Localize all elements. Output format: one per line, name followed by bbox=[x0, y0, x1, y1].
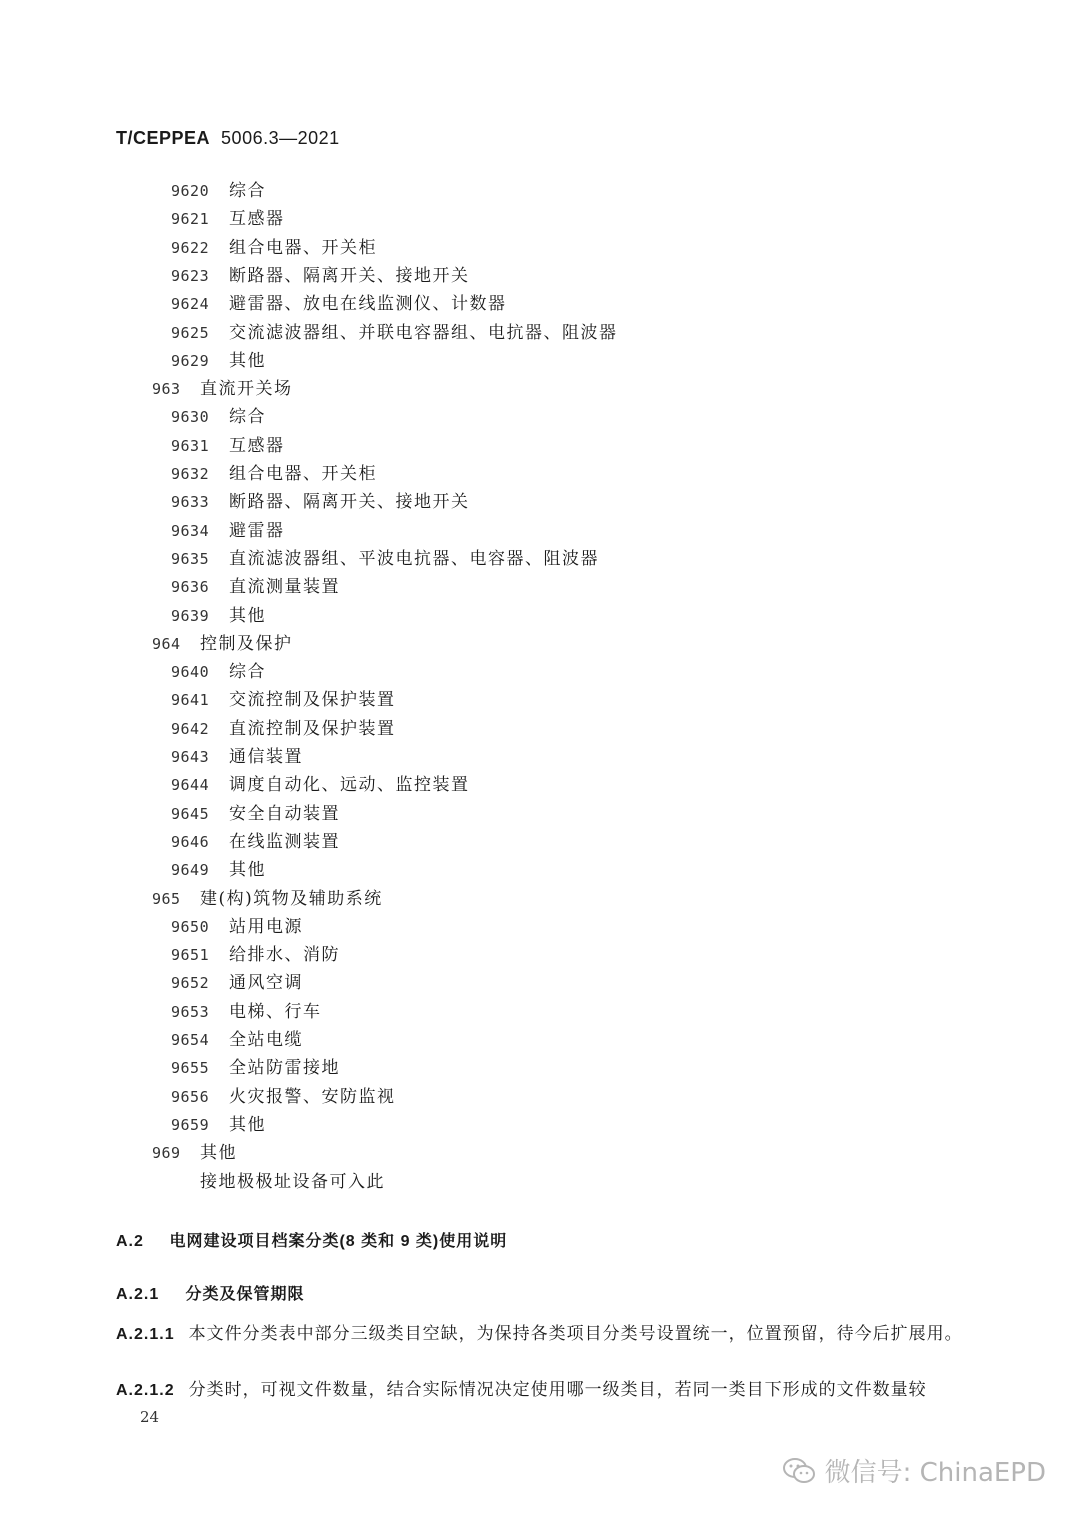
category-title: 控制及保护 bbox=[200, 633, 293, 654]
category-row-level3 bbox=[171, 491, 470, 513]
category-title: 断路器、隔离开关、接地开关 bbox=[229, 492, 470, 513]
category-code: 9639 bbox=[171, 606, 210, 625]
category-row-level3 bbox=[171, 520, 285, 542]
category-title: 其他 bbox=[229, 605, 266, 626]
category-code: 9650 bbox=[171, 917, 210, 936]
category-code: 9656 bbox=[171, 1087, 210, 1106]
category-row-level3 bbox=[171, 1057, 340, 1079]
section-title: 电网建设项目档案分类(8 类和 9 类)使用说明 bbox=[169, 1233, 508, 1250]
category-code: 9631 bbox=[171, 436, 210, 455]
category-title: 直流滤波器组、平波电抗器、电容器、阻波器 bbox=[229, 548, 599, 569]
category-code: 965 bbox=[152, 889, 181, 908]
category-title: 其他 bbox=[229, 1114, 266, 1135]
category-row-level3 bbox=[171, 548, 599, 570]
category-title: 全站防雷接地 bbox=[229, 1058, 340, 1079]
category-row-level3 bbox=[171, 463, 377, 485]
category-row-level3 bbox=[171, 406, 266, 428]
standard-code bbox=[116, 128, 340, 149]
category-row-level3 bbox=[171, 1029, 303, 1051]
category-row-level3 bbox=[171, 944, 340, 966]
category-title: 其他 bbox=[200, 1143, 237, 1164]
category-code: 963 bbox=[152, 380, 181, 399]
category-title: 接地极极址设备可入此 bbox=[200, 1171, 385, 1192]
category-row-level3 bbox=[171, 576, 340, 598]
category-row-level3 bbox=[171, 661, 266, 683]
category-code: 9646 bbox=[171, 832, 210, 851]
wechat-icon bbox=[781, 1456, 817, 1486]
category-title: 断路器、隔离开关、接地开关 bbox=[229, 265, 470, 286]
standard-number: 5006.3—2021 bbox=[221, 128, 340, 148]
category-code: 969 bbox=[152, 1144, 181, 1163]
category-title: 在线监测装置 bbox=[229, 831, 340, 852]
category-row-level3 bbox=[171, 803, 340, 825]
category-row-level3 bbox=[171, 237, 377, 259]
category-title: 站用电源 bbox=[229, 916, 303, 937]
category-code: 9645 bbox=[171, 804, 210, 823]
category-code: 9624 bbox=[171, 295, 210, 314]
category-title: 其他 bbox=[229, 350, 266, 371]
category-title: 通信装置 bbox=[229, 747, 303, 767]
category-code: 9644 bbox=[171, 776, 210, 795]
category-title: 调度自动化、远动、监控装置 bbox=[229, 775, 470, 796]
category-code: 9655 bbox=[171, 1059, 210, 1078]
category-title: 组合电器、开关柜 bbox=[229, 237, 377, 258]
category-code: 9649 bbox=[171, 861, 210, 880]
category-row-level2 bbox=[152, 378, 293, 400]
category-title: 综合 bbox=[229, 662, 266, 683]
category-row-level3 bbox=[171, 1001, 322, 1023]
category-title: 交流滤波器组、并联电容器组、电抗器、阻波器 bbox=[229, 322, 618, 343]
category-row-level3 bbox=[171, 1114, 266, 1136]
section-a2-heading bbox=[116, 1228, 507, 1251]
category-title: 安全自动装置 bbox=[229, 803, 340, 824]
category-code: 9653 bbox=[171, 1002, 210, 1021]
section-number: A.2 bbox=[116, 1233, 144, 1250]
category-code: 9642 bbox=[171, 719, 210, 738]
category-title: 互感器 bbox=[229, 209, 285, 230]
category-row-level3 bbox=[171, 831, 340, 853]
category-row-level3 bbox=[171, 435, 285, 457]
category-title: 直流控制及保护装置 bbox=[229, 718, 396, 739]
category-code: 9625 bbox=[171, 323, 210, 342]
category-row-level3 bbox=[171, 605, 266, 627]
category-code: 9633 bbox=[171, 493, 210, 512]
category-note bbox=[200, 1171, 385, 1193]
category-code: 9634 bbox=[171, 521, 210, 540]
category-title: 互感器 bbox=[229, 435, 285, 456]
category-row-level2 bbox=[152, 633, 293, 655]
category-row-level3 bbox=[171, 293, 507, 315]
paragraph-number: A.2.1.1 bbox=[116, 1326, 175, 1343]
category-title: 给排水、消防 bbox=[229, 945, 340, 966]
category-title: 电梯、行车 bbox=[229, 1001, 322, 1022]
category-title: 全站电缆 bbox=[229, 1030, 303, 1050]
category-row-level3 bbox=[171, 746, 303, 768]
category-title: 直流测量装置 bbox=[229, 577, 340, 598]
category-code: 9623 bbox=[171, 266, 210, 285]
category-row-level3 bbox=[171, 350, 266, 372]
category-row-level3 bbox=[171, 859, 266, 881]
category-code: 9630 bbox=[171, 408, 210, 427]
category-row-level3 bbox=[171, 916, 303, 938]
category-title: 综合 bbox=[229, 407, 266, 428]
category-code: 9621 bbox=[171, 210, 210, 229]
paragraph-number: A.2.1.2 bbox=[116, 1382, 175, 1399]
category-code: 9640 bbox=[171, 663, 210, 682]
category-code: 964 bbox=[152, 634, 181, 653]
category-code: 9632 bbox=[171, 465, 210, 483]
category-title: 综合 bbox=[229, 181, 266, 201]
category-title: 避雷器、放电在线监测仪、计数器 bbox=[229, 294, 507, 315]
category-row-level3 bbox=[171, 208, 285, 230]
category-code: 9652 bbox=[171, 974, 210, 993]
paragraph-text: 分类时，可视文件数量，结合实际情况决定使用哪一级类目，若同一类目下形成的文件数量较 bbox=[188, 1380, 927, 1400]
watermark-text: 微信号: ChinaEPD bbox=[824, 1458, 1046, 1488]
section-title: 分类及保管期限 bbox=[185, 1286, 305, 1303]
category-code: 9629 bbox=[171, 351, 210, 370]
category-code: 9654 bbox=[171, 1031, 210, 1049]
category-row-level2 bbox=[152, 888, 383, 910]
category-title: 交流控制及保护装置 bbox=[229, 690, 396, 711]
category-title: 组合电器、开关柜 bbox=[229, 464, 377, 484]
page-number: 24 bbox=[140, 1408, 160, 1426]
category-code: 9659 bbox=[171, 1115, 210, 1134]
category-code: 9643 bbox=[171, 748, 210, 766]
category-row-level3 bbox=[171, 689, 396, 711]
category-code: 9622 bbox=[171, 238, 210, 257]
category-code: 9635 bbox=[171, 549, 210, 568]
category-row-level3 bbox=[171, 1086, 396, 1108]
category-row-level3 bbox=[171, 774, 470, 796]
section-a21-heading bbox=[116, 1281, 304, 1304]
category-row-level3 bbox=[171, 718, 396, 740]
category-title: 火灾报警、安防监视 bbox=[229, 1086, 396, 1107]
paragraph-text: 本文件分类表中部分三级类目空缺，为保持各类项目分类号设置统一，位置预留，待今后扩展用。 bbox=[188, 1324, 963, 1344]
category-title: 建(构)筑物及辅助系统 bbox=[200, 888, 383, 909]
category-row-level3 bbox=[171, 972, 303, 994]
standard-prefix: T/CEPPEA bbox=[116, 128, 211, 148]
category-code: 9636 bbox=[171, 578, 210, 597]
category-row-level3 bbox=[171, 180, 266, 202]
category-title: 其他 bbox=[229, 860, 266, 881]
category-title: 通风空调 bbox=[229, 973, 303, 994]
category-code: 9641 bbox=[171, 691, 210, 710]
paragraph-a2-1-1 bbox=[116, 1320, 966, 1349]
category-row-level3 bbox=[171, 322, 618, 344]
watermark bbox=[781, 1452, 1046, 1489]
category-code: 9651 bbox=[171, 946, 210, 965]
section-number: A.2.1 bbox=[116, 1286, 160, 1303]
category-title: 避雷器 bbox=[229, 520, 285, 541]
category-row-level2 bbox=[152, 1142, 237, 1164]
paragraph-a2-1-2 bbox=[116, 1376, 966, 1405]
category-row-level3 bbox=[171, 265, 470, 287]
category-code: 9620 bbox=[171, 182, 210, 200]
category-title: 直流开关场 bbox=[200, 379, 293, 400]
